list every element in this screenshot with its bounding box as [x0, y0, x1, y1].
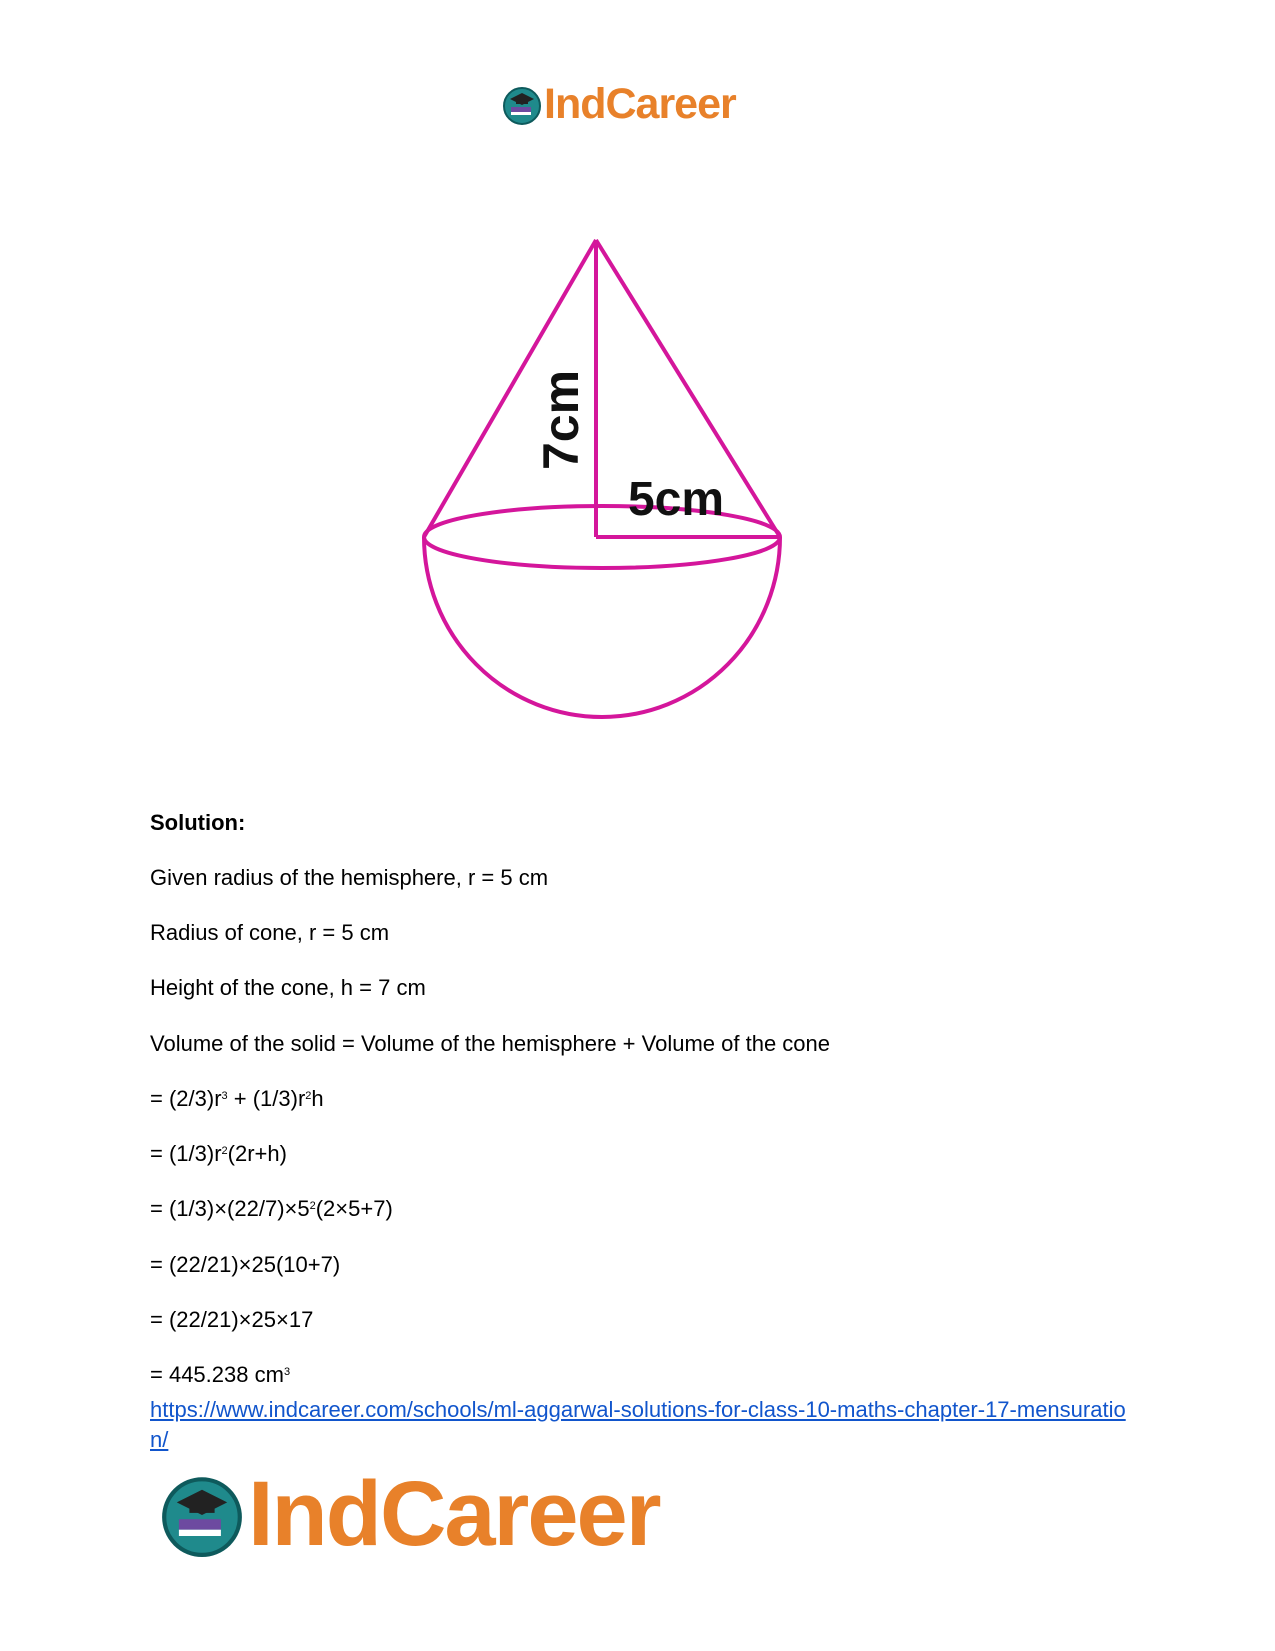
logo-text: IndCareer [544, 80, 736, 128]
equation-step-4: = (22/21)×25(10+7) [150, 1252, 341, 1277]
logo-text: IndCareer [248, 1463, 660, 1565]
cone-height-text: Height of the cone, h = 7 cm [150, 975, 426, 1000]
equation-step-5: = (22/21)×25×17 [150, 1307, 314, 1332]
equation-step-2: = $(1/3)r^2(2r+h)$ [150, 1141, 287, 1166]
cone-hemisphere-diagram [0, 0, 1275, 760]
final-answer: = 445.238 $cm^3$ [150, 1362, 291, 1387]
radius-label: 5cm [627, 473, 725, 526]
cone-radius-text: Radius of cone, r = 5 cm [150, 920, 390, 945]
height-label: 7cm [533, 369, 589, 471]
hemisphere-arc [424, 537, 780, 717]
volume-formula-line: Volume of the solid = Volume of the hemisphere + Volume of the cone [150, 1031, 830, 1056]
equation-step-3: = $(1/3)\times(22/7)\times 5^2(2\times 5+7)$ [150, 1196, 393, 1221]
equation-step-1: = $(2/3)r^3 + (1/3)r^2h$ [150, 1086, 324, 1111]
indcareer-logo-bottom [160, 1462, 660, 1567]
graduation-globe-icon [160, 1473, 244, 1557]
source-link[interactable]: https://www.indcareer.com/schools/ml-aggarwal-solutions-for-class-10-maths-chapter-17-mensuration/ [150, 1397, 1126, 1452]
solution-heading: Solution: [150, 810, 246, 835]
given-radius-line: Given radius of the hemisphere, r = 5 cm [150, 865, 549, 890]
